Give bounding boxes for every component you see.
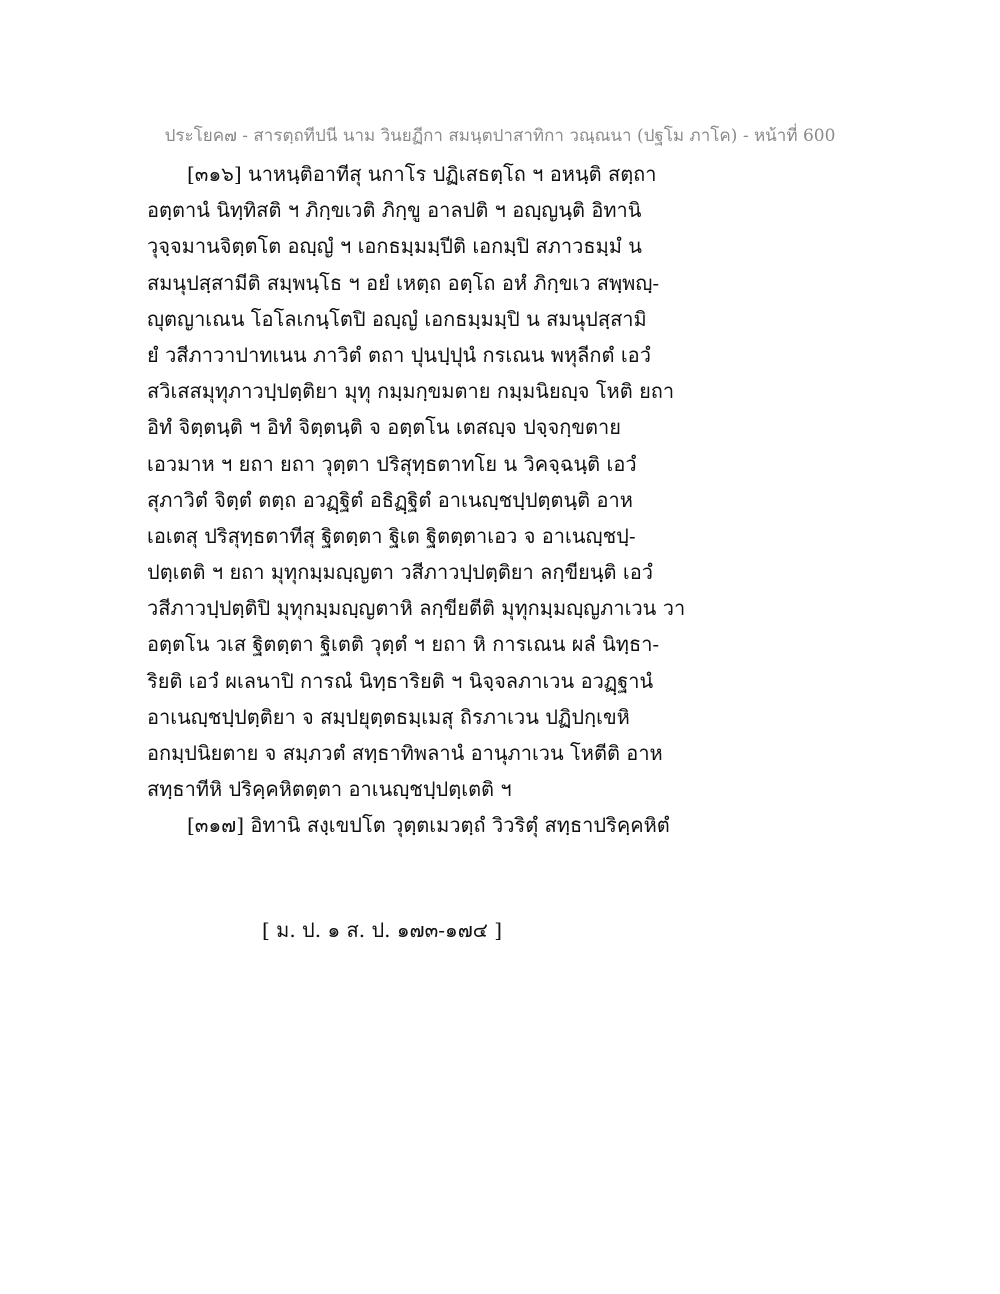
paragraph-line: ปตฺเตติ ฯ ยถา มุทุกมฺมญฺญตา วสีภาวปฺปตฺติยา ลกฺขียนฺติ เอวํ [147, 560, 653, 585]
paragraph-line: ริยติ เอวํ ผเลนาปิ การณํ นิทฺธาริยติ ฯ นิจฺจลภาเวน อวฏฺฐานํ [147, 668, 654, 693]
running-header: ประโยค๗ - สารตฺถทีปนี นาม วินยฏีกา สมนฺตปาสาทิกา วณฺณนา (ปฐโม ภาโค) - หน้าที่ 600 [164, 126, 836, 146]
paragraph-line: อตฺตโน วเส ฐิตตฺตา ฐิเตติ วุตฺตํ ฯ ยถา หิ การเณน ผลํ นิทฺธา- [147, 632, 660, 657]
paragraph-line: [๓๑๗] อิทานิ สงฺเขปโต วุตฺตเมวตฺถํ วิวริตุํ สทฺธาปริคฺคหิตํ [187, 813, 670, 838]
body-text [147, 156, 686, 844]
page-reference: [ ม. ป. ๑ ส. ป. ๑๗๓-๑๗๔ ] [262, 918, 503, 942]
paragraph-line: อาเนญฺชปฺปตฺติยา จ สมฺปยุตฺตธมฺเมสุ ถิรภาเวน ปฏิปกฺเขหิ [147, 704, 630, 729]
paragraph-line: สทฺธาทีหิ ปริคฺคหิตตฺตา อาเนญฺชปฺปตฺเตติ ฯ [147, 777, 512, 802]
paragraph-line: อตฺตานํ นิทฺทิสติ ฯ ภิกฺขเวติ ภิกฺขู อาลปติ ฯ อญฺญนฺติ อิทานิ [147, 198, 642, 223]
paragraph-line: อกมฺปนิยตาย จ สมฺภวตํ สทฺธาทิพลานํ อานุภาเวน โหตีติ อาห [147, 741, 663, 765]
paragraph-line: ญุตญาเณน โอโลเกนฺโตปิ อญฺญํ เอกธมฺมมฺปิ น สมนุปสฺสามิ [147, 306, 647, 331]
paragraph-line: สุภาวิตํ จิตฺตํ ตตฺถ อวฏฺฐิตํ อธิฏฺฐิตํ อาเนญฺชปฺปตฺตนฺติ อาห [147, 487, 633, 512]
paragraph-line: อิทํ จิตฺตนฺติ ฯ อิทํ จิตฺตนฺติ จ อตฺตโน เตสญฺจ ปจฺจกฺขตาย [147, 415, 621, 440]
paragraph-line: เอวมาห ฯ ยถา ยถา วุตฺตา ปริสุทฺธตาทโย น วิคจฺฉนฺติ เอวํ [147, 451, 637, 476]
paragraph-line: เอเตสุ ปริสุทฺธตาทีสุ ฐิตตฺตา ฐิเต ฐิตตฺตาเอว จ อาเนญฺชปฺ- [147, 523, 636, 548]
paragraph-line: สวิเสสมุทุภาวปฺปตฺติยา มุทุ กมฺมกฺขมตาย กมฺมนิยญฺจ โหติ ยถา [147, 379, 675, 404]
paragraph-line: ยํ วสีภาวาปาทเนน ภาวิตํ ตถา ปุนปฺปุนํ กรเณน พหุลีกตํ เอวํ [147, 342, 651, 367]
paragraph-line: วสีภาวปฺปตฺติปิ มุทุกมฺมญฺญตาหิ ลกฺขียตีติ มุทุกมฺมญฺญภาเวน วา [147, 596, 686, 621]
paragraph-line: สมนุปสฺสามีติ สมฺพนฺโธ ฯ อยํ เหตฺถ อตฺโถ อหํ ภิกฺขเว สพฺพญฺ- [147, 270, 660, 295]
paragraph-line: วุจฺจมานจิตฺตโต อญฺญํ ฯ เอกธมฺมมฺปีติ เอกมฺปิ สภาวธมฺมํ น [147, 234, 642, 259]
paragraph-line: [๓๑๖] นาหนฺติอาทีสุ นกาโร ปฏิเสธตฺโถ ฯ อหนฺติ สตฺถา [187, 162, 657, 186]
